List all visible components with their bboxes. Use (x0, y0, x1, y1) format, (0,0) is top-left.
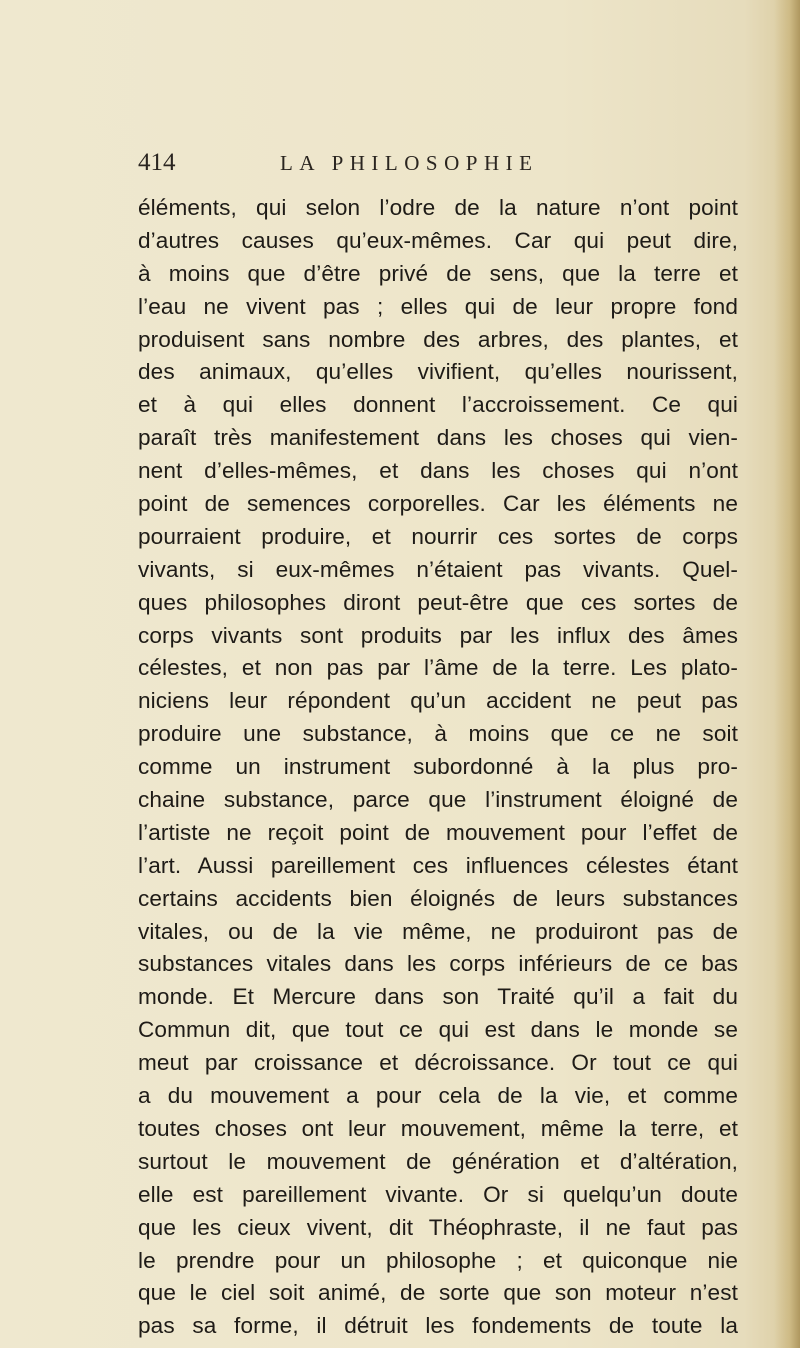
text-line: l’artiste ne reçoit point de mouvement pour l’effet de (138, 819, 738, 845)
page-edge-shadow (774, 0, 800, 1348)
text-line: a du mouvement a pour cela de la vie, et comme (138, 1083, 738, 1109)
page-header (138, 148, 658, 178)
text-line: niciens leur répondent qu’un accident ne peut pas (138, 688, 738, 714)
text-line: l’eau ne vivent pas ; elles qui de leur propre fond (138, 293, 738, 319)
text-line: surtout le mouvement de génération et d’altération, (138, 1148, 738, 1174)
text-line: comme un instrument subordonné à la plus pro- (138, 754, 738, 780)
text-line: ques philosophes diront peut-être que ces sortes de (138, 589, 738, 615)
text-line: à moins que d’être privé de sens, que la terre et (138, 260, 738, 286)
text-line: substances vitales dans les corps inférieurs de ce bas (138, 951, 738, 977)
text-line: toutes choses ont leur mouvement, même la terre, et (138, 1115, 738, 1141)
text-line: produire une substance, à moins que ce ne soit (138, 721, 738, 747)
text-line: elle est pareillement vivante. Or si quelqu’un doute (138, 1181, 738, 1207)
text-line: vivants, si eux-mêmes n’étaient pas vivants. Quel- (138, 556, 738, 582)
text-line: célestes, et non pas par l’âme de la terre. Les plato- (138, 655, 738, 681)
text-line: pas sa forme, il détruit les fondements de toute la (138, 1313, 738, 1339)
text-line: paraît très manifestement dans les choses qui vien- (138, 425, 738, 451)
text-line: que le ciel soit animé, de sorte que son moteur n’est (138, 1280, 738, 1306)
text-line: le prendre pour un philosophe ; et quiconque nie (138, 1247, 738, 1273)
text-line: corps vivants sont produits par les influx des âmes (138, 622, 738, 648)
text-line: des animaux, qu’elles vivifient, qu’elles nourissent, (138, 359, 738, 385)
text-line: vitales, ou de la vie même, ne produiront pas de (138, 918, 738, 944)
body-text (138, 192, 738, 1343)
text-line: meut par croissance et décroissance. Or tout ce qui (138, 1050, 738, 1076)
text-line: et à qui elles donnent l’accroissement. Ce qui (138, 392, 738, 418)
text-line: certains accidents bien éloignés de leurs substances (138, 885, 738, 911)
text-line: nent d’elles-mêmes, et dans les choses qui n’ont (138, 458, 738, 484)
text-line: l’art. Aussi pareillement ces influences célestes étant (138, 852, 738, 878)
text-line: chaine substance, parce que l’instrument éloigné de (138, 787, 738, 813)
text-line: d’autres causes qu’eux-mêmes. Car qui peut dire, (138, 227, 738, 253)
text-line: Commun dit, que tout ce qui est dans le monde se (138, 1017, 738, 1043)
text-line: point de semences corporelles. Car les éléments ne (138, 491, 738, 517)
text-line: pourraient produire, et nourrir ces sortes de corps (138, 523, 738, 549)
text-line: monde. Et Mercure dans son Traité qu’il a fait du (138, 984, 738, 1010)
text-line: produisent sans nombre des arbres, des plantes, et (138, 326, 738, 352)
running-title: LA PHILOSOPHIE (280, 151, 539, 175)
text-line: éléments, qui selon l’odre de la nature n’ont point (138, 195, 738, 220)
text-line: que les cieux vivent, dit Théophraste, il ne faut pas (138, 1214, 738, 1240)
page-number: 414 (138, 149, 176, 176)
